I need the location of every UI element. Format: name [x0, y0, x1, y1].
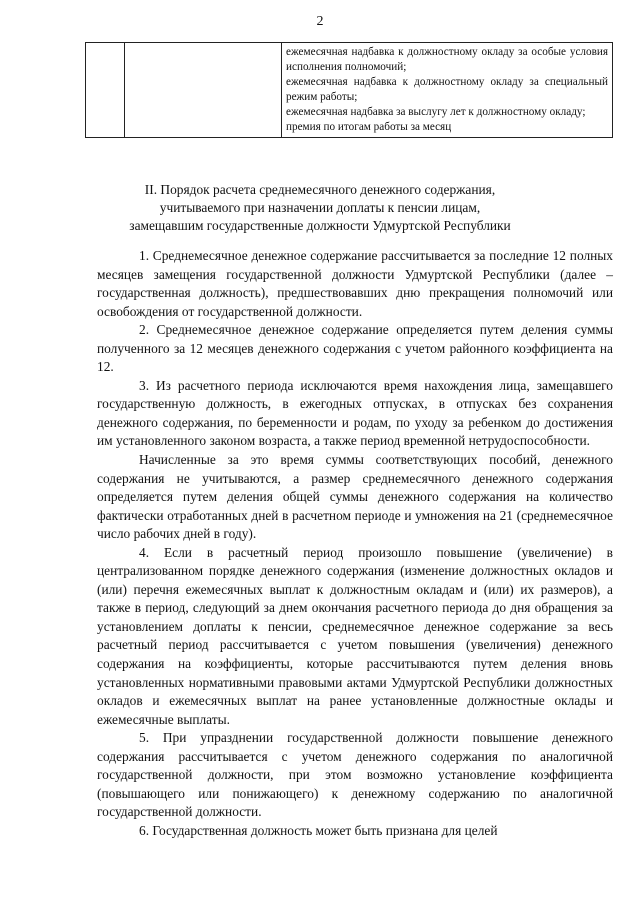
paragraph-5: 5. При упразднении государственной должности повышение денежного содержания рассчитывается с учетом денежного содержания по аналогичной государственной должности, при этом возможно установление коэффициента (повышающего или понижающего) к денежному содержанию по аналогичной государственной должности. — [97, 730, 613, 820]
section-title — [90, 181, 550, 235]
table-cell-number — [86, 43, 125, 138]
table-cell-payments — [282, 43, 613, 138]
paragraph-3: 3. Из расчетного периода исключаются время нахождения лица, замещавшего государственную должность, в ежегодных отпусках, в отпусках без сохранения денежного содержания, по беременности и родам, по уходу за ребенком до достижения им установленного законом возраста, а также период временной нетрудоспособности. — [97, 377, 613, 449]
payment-line: ежемесячная надбавка за выслугу лет к должностному окладу; — [286, 106, 586, 118]
table-cell-position — [125, 43, 282, 138]
paragraph-1: 1. Среднемесячное денежное содержание рассчитывается за последние 12 полных месяцев замещения государственной должности Удмуртской Республики (далее – государственная должность), предшествовавших дню прекращения полномочий или освобождения от государственной должности. — [97, 248, 613, 319]
table-row — [86, 43, 613, 138]
section-title-line: II. Порядок расчета среднемесячного денежного содержания, — [144, 182, 496, 197]
document-body — [97, 247, 613, 841]
section-title-line: учитываемого при назначении доплаты к пенсии лицам, — [159, 200, 481, 215]
payment-line: ежемесячная надбавка к должностному окладу за специальный режим работы; — [286, 76, 608, 103]
payment-line: премия по итогам работы за месяц — [286, 121, 452, 133]
payment-line: ежемесячная надбавка к должностному окладу за особые условия исполнения полномочий; — [286, 46, 608, 73]
section-title-line: замещавшим государственные должности Удмуртской Республики — [129, 218, 511, 233]
paragraph-2: 2. Среднемесячное денежное содержание определяется путем деления суммы полученного за 12 месяцев денежного содержания с учетом районного коэффициента на 12. — [97, 322, 613, 375]
paragraph-3-continued: Начисленные за это время суммы соответствующих пособий, денежного содержания не учитываются, а размер среднемесячного денежного содержания определяется путем деления общей суммы денежного содержания на количество фактически отработанных дней в расчетном периоде и умножения на 21 (среднемесячное число рабочих дней в году). — [97, 452, 613, 542]
paragraph-4: 4. Если в расчетный период произошло повышение (увеличение) в централизованном порядке денежного содержания (изменение должностных окладов и (или) перечня ежемесячных выплат к должностным окладам и (или) их размеров), а также в период, следующий за днем окончания расчетного периода до дня обращения за установлением доплаты к пенсии, среднемесячное денежное содержание за весь расчетный период рассчитывается с учетом повышения (увеличения) денежного содержания на коэффициенты, которые рассчитываются путем деления вновь установленных нормативными правовыми актами Удмуртской Республики должностных окладов и ежемесячных выплат на ранее установленные должностные оклады и ежемесячные выплаты. — [97, 544, 613, 727]
continuation-table — [85, 42, 613, 138]
paragraph-6: 6. Государственная должность может быть признана для целей — [139, 822, 498, 838]
page-number: 2 — [316, 14, 324, 29]
